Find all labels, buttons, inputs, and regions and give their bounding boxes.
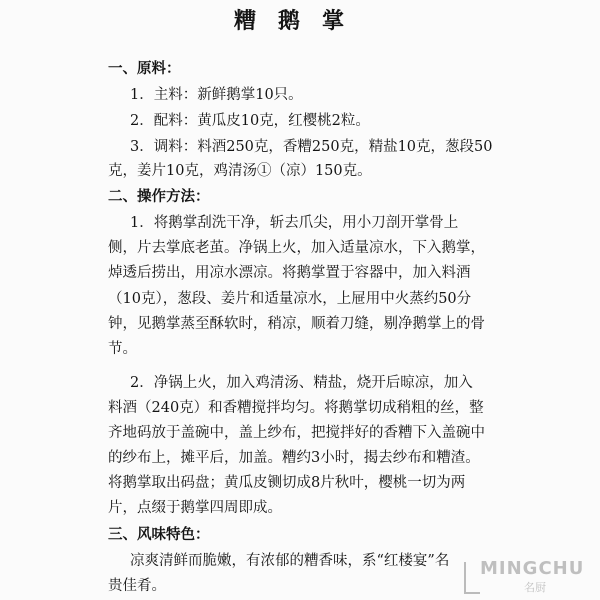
text-line: 3．调料：料酒250克，香糟250克，精盐10克，葱段50 (130, 139, 493, 155)
text-line: 的纱布上，摊平后，加盖。糟约3小时，揭去纱布和糟渣。 (108, 450, 480, 466)
watermark-logo (464, 558, 594, 598)
watermark-bracket-icon (464, 562, 480, 594)
text-line: 1．将鹅掌刮洗干净，斩去爪尖，用小刀剖开掌骨上 (130, 215, 459, 231)
text-line: 焯透后捞出，用凉水漂凉。将鹅掌置于容器中，加入料酒 (108, 265, 471, 281)
text-line: 凉爽清鲜而脆嫩，有浓郁的糟香味，系“红楼宴”名 (130, 553, 450, 569)
text-line: 2．配料：黄瓜皮10克，红樱桃2粒。 (130, 113, 370, 129)
watermark-brand: MINGCHU (480, 558, 585, 579)
text-line: 克，姜片10克，鸡清汤①（凉）150克。 (108, 163, 372, 179)
section-heading-method: 二、操作方法： (108, 189, 210, 205)
watermark-sub: 名厨 (524, 581, 546, 594)
section-heading-ingredients: 一、原料： (108, 61, 181, 77)
text-line: 2．净锅上火，加入鸡清汤、精盐，烧开后晾凉，加入 (130, 375, 473, 391)
text-line: 贵佳肴。 (108, 578, 166, 594)
text-line: 片，点缀于鹅掌四周即成。 (108, 500, 282, 516)
text-line: 侧，片去掌底老茧。净锅上火，加入适量凉水，下入鹅掌， (108, 240, 485, 256)
text-line: 料酒（240克）和香糟搅拌均匀。将鹅掌切成稍粗的丝，整 (108, 400, 484, 416)
page-title: 糟鹅掌 (233, 9, 366, 34)
text-line: 钟，见鹅掌蒸至酥软时，稍凉，顺着刀缝，剔净鹅掌上的骨 (108, 316, 485, 332)
section-heading-flavor: 三、风味特色： (108, 527, 210, 543)
text-line: 齐地码放于盖碗中，盖上纱布，把搅拌好的香糟下入盖碗中 (108, 425, 485, 441)
text-line: 节。 (108, 341, 137, 357)
text-line: 将鹅掌取出码盘；黄瓜皮铡切成8片秋叶，樱桃一切为两 (108, 475, 466, 491)
text-line: 1．主料：新鲜鹅掌10只。 (130, 87, 303, 103)
text-line: （10克），葱段、姜片和适量凉水，上屉用中火蒸约50分 (108, 291, 472, 307)
